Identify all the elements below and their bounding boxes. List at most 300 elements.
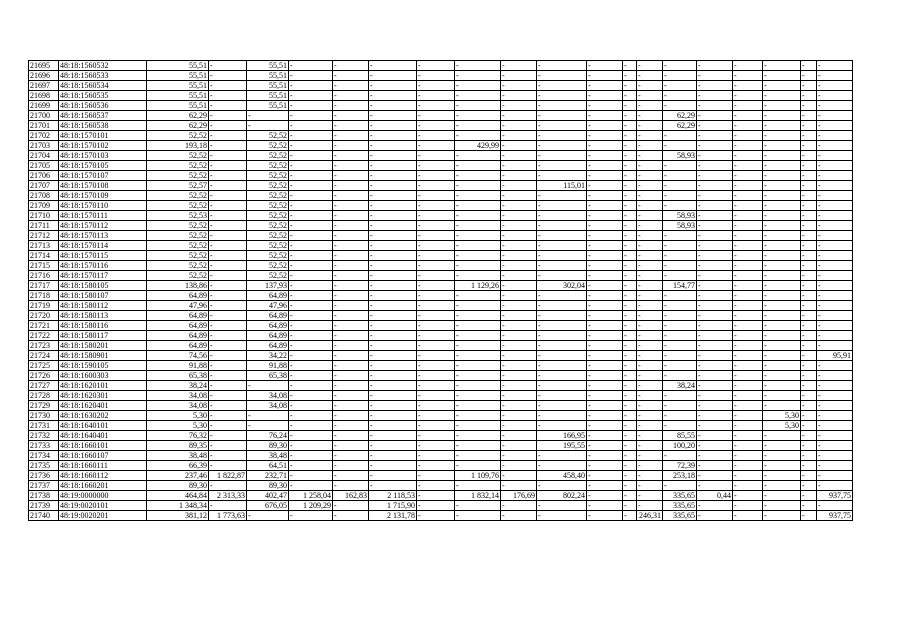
value-cell: - [455, 251, 501, 261]
value-cell: - [763, 101, 801, 111]
value-cell: - [663, 251, 697, 261]
value-cell: - [697, 421, 733, 431]
value-cell: - [417, 111, 455, 121]
value-cell: - [537, 401, 587, 411]
value-cell: - [333, 331, 369, 341]
table-row [29, 441, 853, 451]
value-cell: - [733, 91, 763, 101]
cadastral-number-cell: 48:18:1570107 [59, 171, 147, 181]
value-cell: 55,51 [247, 61, 289, 71]
value-cell: - [333, 471, 369, 481]
value-cell: - [587, 411, 623, 421]
value-cell: - [289, 211, 333, 221]
value-cell: - [333, 101, 369, 111]
value-cell: - [209, 451, 247, 461]
value-cell: 5,30 [763, 411, 801, 421]
cadastral-number-cell: 48:18:1570114 [59, 241, 147, 251]
value-cell: - [455, 161, 501, 171]
value-cell: - [289, 481, 333, 491]
value-cell: - [733, 171, 763, 181]
value-cell: - [637, 431, 663, 441]
value-cell: - [697, 441, 733, 451]
value-cell: - [537, 151, 587, 161]
value-cell: - [763, 171, 801, 181]
table-row [29, 391, 853, 401]
value-cell: - [333, 131, 369, 141]
row-number-cell: 21710 [29, 211, 59, 221]
value-cell: - [697, 511, 733, 521]
value-cell: - [417, 121, 455, 131]
value-cell: - [733, 201, 763, 211]
value-cell: - [417, 71, 455, 81]
value-cell: - [209, 121, 247, 131]
value-cell: - [289, 81, 333, 91]
value-cell: - [763, 71, 801, 81]
value-cell: - [733, 111, 763, 121]
value-cell: - [697, 341, 733, 351]
value-cell: - [455, 71, 501, 81]
value-cell: - [333, 151, 369, 161]
row-number-cell: 21736 [29, 471, 59, 481]
value-cell: - [209, 391, 247, 401]
value-cell: - [801, 181, 817, 191]
row-number-cell: 21704 [29, 151, 59, 161]
value-cell: - [369, 341, 417, 351]
value-cell: - [417, 261, 455, 271]
value-cell: - [817, 441, 853, 451]
value-cell: - [587, 511, 623, 521]
value-cell: - [369, 291, 417, 301]
cadastral-number-cell: 48:18:1640401 [59, 431, 147, 441]
value-cell: - [289, 111, 333, 121]
value-cell: 64,89 [247, 311, 289, 321]
row-number-cell: 21738 [29, 491, 59, 501]
value-cell: - [537, 271, 587, 281]
value-cell: - [801, 81, 817, 91]
value-cell: - [763, 491, 801, 501]
value-cell: 52,52 [247, 221, 289, 231]
value-cell: - [623, 321, 637, 331]
value-cell: - [587, 201, 623, 211]
cadastral-number-cell: 48:18:1570110 [59, 201, 147, 211]
value-cell: - [209, 251, 247, 261]
value-cell: 802,24 [537, 491, 587, 501]
value-cell: 85,55 [663, 431, 697, 441]
value-cell: - [501, 61, 537, 71]
value-cell: - [587, 421, 623, 431]
value-cell: - [455, 211, 501, 221]
value-cell: 76,32 [147, 431, 209, 441]
value-cell: 89,30 [247, 481, 289, 491]
value-cell: - [817, 271, 853, 281]
value-cell: 52,53 [147, 211, 209, 221]
value-cell: - [369, 461, 417, 471]
cadastral-number-cell: 48:18:1660107 [59, 451, 147, 461]
value-cell: 302,04 [537, 281, 587, 291]
value-cell: - [817, 451, 853, 461]
value-cell: - [209, 151, 247, 161]
value-cell: 154,77 [663, 281, 697, 291]
value-cell: - [587, 311, 623, 321]
value-cell: - [801, 111, 817, 121]
value-cell: 5,30 [763, 421, 801, 431]
value-cell: - [369, 211, 417, 221]
value-cell: - [587, 61, 623, 71]
value-cell: - [455, 221, 501, 231]
value-cell: - [209, 91, 247, 101]
value-cell: - [623, 491, 637, 501]
value-cell: - [501, 451, 537, 461]
value-cell: - [623, 351, 637, 361]
value-cell: - [537, 501, 587, 511]
value-cell: - [801, 451, 817, 461]
value-cell: 64,89 [247, 291, 289, 301]
cadastral-number-cell: 48:18:1580201 [59, 341, 147, 351]
value-cell: - [663, 411, 697, 421]
value-cell: - [209, 411, 247, 421]
value-cell: 62,29 [663, 121, 697, 131]
value-cell: - [501, 211, 537, 221]
value-cell: 89,35 [147, 441, 209, 451]
value-cell: - [587, 431, 623, 441]
row-number-cell: 21698 [29, 91, 59, 101]
value-cell: - [369, 151, 417, 161]
value-cell: - [209, 271, 247, 281]
value-cell: - [537, 481, 587, 491]
table-row [29, 91, 853, 101]
value-cell: - [209, 361, 247, 371]
value-cell: 464,84 [147, 491, 209, 501]
value-cell: 52,52 [247, 231, 289, 241]
value-cell: - [763, 511, 801, 521]
value-cell: 65,38 [147, 371, 209, 381]
value-cell: 52,57 [147, 181, 209, 191]
value-cell: - [801, 191, 817, 201]
value-cell: - [637, 171, 663, 181]
value-cell: - [623, 151, 637, 161]
row-number-cell: 21723 [29, 341, 59, 351]
value-cell: - [801, 341, 817, 351]
value-cell: - [417, 131, 455, 141]
value-cell: - [417, 211, 455, 221]
value-cell: - [637, 191, 663, 201]
cadastral-number-cell: 48:18:1570105 [59, 161, 147, 171]
value-cell: - [663, 331, 697, 341]
value-cell: - [537, 451, 587, 461]
value-cell: - [209, 441, 247, 451]
value-cell: - [417, 61, 455, 71]
value-cell: - [537, 101, 587, 111]
value-cell: - [697, 271, 733, 281]
value-cell: - [501, 391, 537, 401]
value-cell: - [289, 201, 333, 211]
value-cell: - [369, 481, 417, 491]
value-cell: - [209, 281, 247, 291]
value-cell: - [417, 311, 455, 321]
value-cell: - [289, 241, 333, 251]
value-cell: 1 258,04 [289, 491, 333, 501]
value-cell: - [537, 261, 587, 271]
value-cell: - [663, 91, 697, 101]
value-cell: 55,51 [147, 101, 209, 111]
value-cell: 47,96 [247, 301, 289, 311]
value-cell: - [417, 271, 455, 281]
value-cell: - [333, 291, 369, 301]
value-cell: - [501, 71, 537, 81]
value-cell: - [801, 441, 817, 451]
value-cell: - [289, 121, 333, 131]
value-cell: - [417, 231, 455, 241]
value-cell: - [333, 451, 369, 461]
value-cell: - [817, 231, 853, 241]
value-cell: 52,52 [247, 181, 289, 191]
value-cell: - [289, 401, 333, 411]
value-cell: - [501, 441, 537, 451]
value-cell: - [801, 281, 817, 291]
value-cell: - [501, 281, 537, 291]
value-cell: - [501, 501, 537, 511]
value-cell: - [801, 321, 817, 331]
value-cell: - [501, 461, 537, 471]
value-cell: - [455, 191, 501, 201]
value-cell: - [587, 371, 623, 381]
value-cell: 64,89 [147, 341, 209, 351]
row-number-cell: 21699 [29, 101, 59, 111]
value-cell: - [369, 351, 417, 361]
value-cell: - [663, 81, 697, 91]
row-number-cell: 21731 [29, 421, 59, 431]
value-cell: - [763, 461, 801, 471]
value-cell: - [417, 461, 455, 471]
value-cell: - [369, 191, 417, 201]
table-row [29, 421, 853, 431]
value-cell: - [817, 411, 853, 421]
value-cell: - [369, 401, 417, 411]
value-cell: - [623, 61, 637, 71]
cadastral-number-cell: 48:19:0020101 [59, 501, 147, 511]
value-cell: 52,52 [247, 261, 289, 271]
value-cell: 52,52 [247, 211, 289, 221]
value-cell: - [209, 211, 247, 221]
value-cell: - [637, 381, 663, 391]
cadastral-number-cell: 48:18:1570115 [59, 251, 147, 261]
value-cell: - [369, 251, 417, 261]
value-cell: - [333, 321, 369, 331]
value-cell: - [623, 121, 637, 131]
value-cell: - [501, 351, 537, 361]
value-cell: - [697, 251, 733, 261]
value-cell: - [587, 241, 623, 251]
value-cell: - [333, 181, 369, 191]
value-cell: - [801, 261, 817, 271]
value-cell: - [333, 221, 369, 231]
value-cell: 166,95 [537, 431, 587, 441]
value-cell: - [697, 451, 733, 461]
value-cell: - [763, 351, 801, 361]
value-cell: - [455, 381, 501, 391]
value-cell: - [801, 271, 817, 281]
value-cell: - [587, 461, 623, 471]
value-cell: - [663, 321, 697, 331]
cadastral-number-cell: 48:18:1580113 [59, 311, 147, 321]
value-cell: - [417, 431, 455, 441]
value-cell: - [537, 351, 587, 361]
value-cell: - [501, 321, 537, 331]
value-cell: - [623, 201, 637, 211]
value-cell: - [289, 141, 333, 151]
value-cell: - [537, 301, 587, 311]
cadastral-number-cell: 48:18:1560537 [59, 111, 147, 121]
value-cell: - [209, 291, 247, 301]
value-cell: - [817, 101, 853, 111]
value-cell: 55,51 [147, 81, 209, 91]
value-cell: - [369, 91, 417, 101]
value-cell: - [733, 281, 763, 291]
value-cell: - [817, 501, 853, 511]
value-cell: - [455, 241, 501, 251]
value-cell: - [637, 261, 663, 271]
value-cell: - [623, 251, 637, 261]
value-cell: - [817, 141, 853, 151]
row-number-cell: 21719 [29, 301, 59, 311]
value-cell: - [587, 111, 623, 121]
value-cell: - [455, 271, 501, 281]
value-cell: - [763, 401, 801, 411]
value-cell: - [733, 511, 763, 521]
value-cell: - [417, 161, 455, 171]
value-cell: - [369, 381, 417, 391]
value-cell: - [333, 261, 369, 271]
value-cell: - [763, 441, 801, 451]
value-cell: - [663, 141, 697, 151]
value-cell: - [733, 341, 763, 351]
value-cell: - [623, 501, 637, 511]
value-cell: - [637, 101, 663, 111]
value-cell: - [501, 481, 537, 491]
table-body [29, 61, 853, 521]
table-row [29, 301, 853, 311]
value-cell: - [697, 381, 733, 391]
value-cell: - [333, 71, 369, 81]
value-cell: - [587, 81, 623, 91]
cadastral-number-cell: 48:18:1560534 [59, 81, 147, 91]
value-cell: - [333, 111, 369, 121]
value-cell: - [455, 451, 501, 461]
value-cell: - [455, 171, 501, 181]
value-cell: - [697, 411, 733, 421]
value-cell: - [209, 381, 247, 391]
value-cell: - [587, 141, 623, 151]
value-cell: - [817, 131, 853, 141]
value-cell: - [817, 431, 853, 441]
value-cell: - [501, 401, 537, 411]
value-cell: - [817, 81, 853, 91]
data-table [28, 60, 853, 521]
value-cell: - [697, 131, 733, 141]
value-cell: - [763, 161, 801, 171]
table-row [29, 401, 853, 411]
value-cell: - [637, 371, 663, 381]
table-row [29, 201, 853, 211]
value-cell: - [623, 191, 637, 201]
value-cell: 1 715,90 [369, 501, 417, 511]
value-cell: - [455, 121, 501, 131]
value-cell: - [417, 501, 455, 511]
value-cell: - [333, 91, 369, 101]
value-cell: - [697, 151, 733, 161]
value-cell: - [763, 251, 801, 261]
value-cell: - [537, 221, 587, 231]
value-cell: - [663, 101, 697, 111]
value-cell: - [801, 101, 817, 111]
value-cell: - [697, 101, 733, 111]
value-cell: - [417, 191, 455, 201]
value-cell: - [537, 341, 587, 351]
value-cell: - [637, 81, 663, 91]
value-cell: - [623, 431, 637, 441]
value-cell: 137,93 [247, 281, 289, 291]
value-cell: - [817, 481, 853, 491]
value-cell: - [763, 111, 801, 121]
value-cell: - [763, 141, 801, 151]
value-cell: - [763, 341, 801, 351]
value-cell: - [369, 361, 417, 371]
value-cell: - [501, 91, 537, 101]
value-cell: - [763, 271, 801, 281]
value-cell: - [537, 381, 587, 391]
value-cell: - [623, 261, 637, 271]
row-number-cell: 21713 [29, 241, 59, 251]
row-number-cell: 21724 [29, 351, 59, 361]
value-cell: - [587, 361, 623, 371]
value-cell: - [623, 281, 637, 291]
row-number-cell: 21715 [29, 261, 59, 271]
value-cell: 458,40 [537, 471, 587, 481]
row-number-cell: 21716 [29, 271, 59, 281]
table-row [29, 501, 853, 511]
row-number-cell: 21739 [29, 501, 59, 511]
value-cell: - [289, 361, 333, 371]
value-cell: - [663, 71, 697, 81]
table-row [29, 151, 853, 161]
value-cell: - [697, 211, 733, 221]
value-cell: 52,52 [247, 131, 289, 141]
value-cell: - [455, 391, 501, 401]
value-cell: 162,83 [333, 491, 369, 501]
value-cell: - [501, 331, 537, 341]
value-cell: - [587, 491, 623, 501]
value-cell: - [501, 261, 537, 271]
value-cell: - [289, 281, 333, 291]
value-cell: - [637, 351, 663, 361]
table-row [29, 231, 853, 241]
cadastral-number-cell: 48:18:1660101 [59, 441, 147, 451]
value-cell: - [637, 211, 663, 221]
value-cell: - [209, 371, 247, 381]
value-cell: - [537, 511, 587, 521]
value-cell: - [663, 351, 697, 361]
value-cell: - [501, 171, 537, 181]
value-cell: - [369, 431, 417, 441]
value-cell: 1 348,34 [147, 501, 209, 511]
value-cell: - [333, 481, 369, 491]
value-cell: - [637, 471, 663, 481]
value-cell: 64,89 [147, 321, 209, 331]
value-cell: - [537, 71, 587, 81]
value-cell: - [587, 131, 623, 141]
value-cell: - [587, 181, 623, 191]
value-cell: - [637, 181, 663, 191]
